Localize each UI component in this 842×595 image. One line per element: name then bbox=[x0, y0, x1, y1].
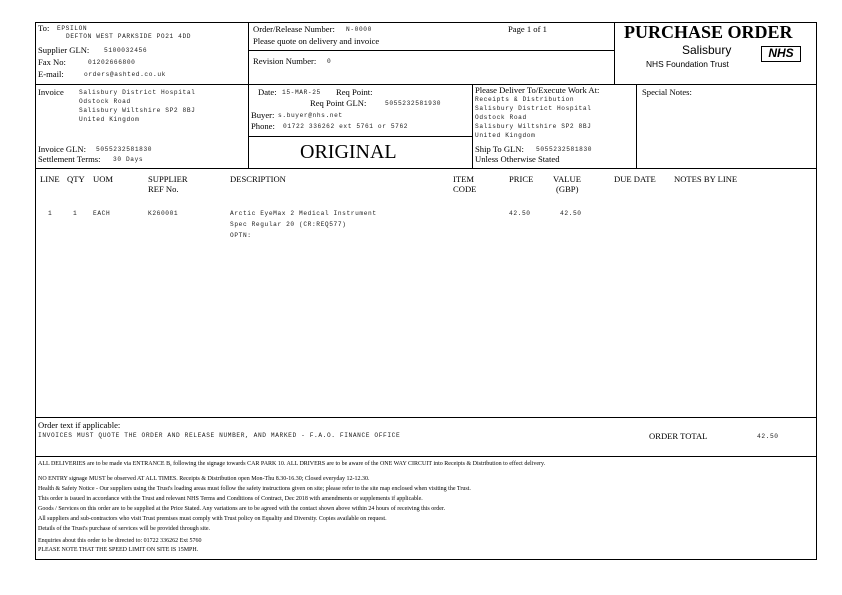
fax-label: Fax No: bbox=[38, 57, 66, 67]
header-bottom-rule bbox=[35, 84, 817, 85]
invoice-address-line3: Salisbury Wiltshire SP2 8BJ bbox=[79, 107, 196, 114]
invoice-address-line4: United Kingdom bbox=[79, 116, 140, 123]
deliver-to-label: Please Deliver To/Execute Work At: bbox=[475, 85, 600, 95]
col-item-code-2: CODE bbox=[453, 184, 477, 194]
revision-value: 0 bbox=[327, 58, 332, 65]
invoice-gln-label: Invoice GLN: bbox=[38, 144, 86, 154]
order-text-value: INVOICES MUST QUOTE THE ORDER AND RELEASE NUMBER, AND MARKED - F.A.O. FINANCE OFFICE bbox=[38, 432, 401, 439]
col-price: PRICE bbox=[509, 174, 534, 184]
notice-enquiries: Enquiries about this order to be directed to: 01722 336262 Ext 5760 bbox=[38, 538, 202, 544]
email-value: orders@ashted.co.uk bbox=[84, 71, 166, 78]
col-due-date: DUE DATE bbox=[614, 174, 656, 184]
deliver-address-line3: Odstock Road bbox=[475, 114, 527, 121]
header-divider-1 bbox=[248, 22, 249, 84]
to-label: To: bbox=[38, 23, 50, 33]
email-label: E-mail: bbox=[38, 69, 64, 79]
ship-to-gln-label: Ship To GLN: bbox=[475, 144, 524, 154]
col-uom: UOM bbox=[93, 174, 114, 184]
col-description: DESCRIPTION bbox=[230, 174, 286, 184]
supplier-name: EPSILON bbox=[57, 25, 88, 32]
fax-value: 01202666800 bbox=[88, 59, 136, 66]
req-point-gln-value: 5055232581930 bbox=[385, 100, 442, 107]
buyer-label: Buyer: bbox=[251, 110, 275, 120]
invoice-address-line2: Odstock Road bbox=[79, 98, 131, 105]
row-description-2: Spec Regular 20 (CR:REQ577) bbox=[230, 221, 347, 228]
notice-services: Details of the Trust's purchase of services will be provided through site. bbox=[38, 526, 211, 532]
trust-name: NHS Foundation Trust bbox=[646, 59, 729, 69]
notice-no-entry: NO ENTRY signage MUST be observed AT ALL TIMES. Receipts & Distribution open Mon-Thu 8.30-16.30; Closed everyday 12-12.30. bbox=[38, 476, 370, 482]
notice-delivery-entrance: ALL DELIVERIES are to be made via ENTRANCE B, following the signage towards CAR PARK 10. ALL DRIVERS are to be aware of the ONE WAY CIRCUIT into Receipts & Distribution to effect delivery. bbox=[38, 461, 546, 467]
order-number-value: N-0000 bbox=[346, 26, 372, 33]
address-divider-2 bbox=[472, 84, 473, 168]
unless-stated-note: Unless Otherwise Stated bbox=[475, 154, 560, 164]
address-divider-1 bbox=[248, 84, 249, 168]
deliver-address-line5: United Kingdom bbox=[475, 132, 536, 139]
col-qty: QTY bbox=[67, 174, 85, 184]
quote-note: Please quote on delivery and invoice bbox=[253, 36, 380, 46]
order-text-label: Order text if applicable: bbox=[38, 420, 121, 430]
date-label: Date: bbox=[258, 87, 277, 97]
deliver-address-line1: Receipts & Distribution bbox=[475, 96, 575, 103]
order-number-label: Order/Release Number: bbox=[253, 24, 335, 34]
col-value-1: VALUE bbox=[553, 174, 582, 184]
original-stamp: ORIGINAL bbox=[300, 141, 397, 163]
settlement-terms-label: Settlement Terms: bbox=[38, 154, 101, 164]
row-line: 1 bbox=[48, 210, 53, 217]
row-description-1: Arctic EyeMax 2 Medical Instrument bbox=[230, 210, 377, 217]
invoice-label: Invoice bbox=[38, 87, 64, 97]
revision-label: Revision Number: bbox=[253, 56, 317, 66]
revision-rule bbox=[248, 50, 614, 51]
settlement-terms-value: 30 Days bbox=[113, 156, 144, 163]
supplier-gln-label: Supplier GLN: bbox=[38, 45, 90, 55]
row-qty: 1 bbox=[73, 210, 78, 217]
invoice-gln-value: 5055232581830 bbox=[96, 146, 153, 153]
col-item-code-1: ITEM bbox=[453, 174, 475, 184]
deliver-address-line4: Salisbury Wiltshire SP2 8BJ bbox=[475, 123, 592, 130]
row-supplier-ref: K260001 bbox=[148, 210, 179, 217]
nhs-logo: NHS bbox=[761, 46, 801, 62]
header-divider-2 bbox=[614, 22, 615, 84]
req-point-gln-label: Req Point GLN: bbox=[310, 98, 367, 108]
supplier-address: DEFTON WEST PARKSIDE PO21 4DD bbox=[66, 33, 192, 40]
order-total-value: 42.50 bbox=[757, 433, 779, 440]
supplier-gln-value: 5100032456 bbox=[104, 47, 148, 54]
notice-health-safety: Health & Safety Notice - Our suppliers using the Trust's loading areas must follow the safety instructions given on site; please refer to the site map enclosed when visiting the Trust. bbox=[38, 486, 471, 492]
address-divider-3 bbox=[636, 84, 637, 168]
ship-to-gln-value: 5055232581830 bbox=[536, 146, 593, 153]
order-total-label: ORDER TOTAL bbox=[649, 431, 708, 441]
notice-terms: This order is issued in accordance with the Trust and relevant NHS Terms and Conditions of Contract, Dec 2018 with amendments or supplements if applicable. bbox=[38, 496, 423, 502]
row-price: 42.50 bbox=[509, 210, 531, 217]
document-title: PURCHASE ORDER bbox=[624, 22, 793, 42]
date-value: 15-MAR-25 bbox=[282, 89, 321, 96]
phone-label: Phone: bbox=[251, 121, 275, 131]
lines-bottom-rule bbox=[35, 417, 817, 418]
notice-speed-limit: PLEASE NOTE THAT THE SPEED LIMIT ON SITE IS 15MPH. bbox=[38, 547, 199, 553]
col-supplier-ref-1: SUPPLIER bbox=[148, 174, 188, 184]
phone-value: 01722 336262 ext 5761 or 5762 bbox=[283, 123, 409, 130]
page-indicator: Page 1 of 1 bbox=[508, 24, 547, 34]
invoice-address-line1: Salisbury District Hospital bbox=[79, 89, 196, 96]
col-supplier-ref-2: REF No. bbox=[148, 184, 179, 194]
address-block-bottom-rule bbox=[35, 168, 817, 169]
req-point-label: Req Point: bbox=[336, 87, 373, 97]
order-text-bottom-rule bbox=[35, 456, 817, 457]
original-top-rule bbox=[248, 136, 472, 137]
special-notes-label: Special Notes: bbox=[642, 87, 692, 97]
org-name: Salisbury bbox=[682, 43, 732, 57]
row-description-3: OPTN: bbox=[230, 232, 252, 239]
deliver-address-line2: Salisbury District Hospital bbox=[475, 105, 592, 112]
row-uom: EACH bbox=[93, 210, 111, 217]
notice-equality: All suppliers and sub-contractors who visit Trust premises must comply with Trust policy on Equality and Diversity. Copies available on request. bbox=[38, 516, 387, 522]
col-value-2: (GBP) bbox=[556, 184, 579, 194]
col-notes: NOTES BY LINE bbox=[674, 174, 738, 184]
col-line: LINE bbox=[40, 174, 60, 184]
buyer-value: s.buyer@nhs.net bbox=[278, 112, 343, 119]
notice-price-stated: Goods / Services on this order are to be supplied at the Price Stated. Any variations are to be agreed with the contact shown above within 24 hours of receiving this order. bbox=[38, 506, 446, 512]
row-value: 42.50 bbox=[560, 210, 582, 217]
